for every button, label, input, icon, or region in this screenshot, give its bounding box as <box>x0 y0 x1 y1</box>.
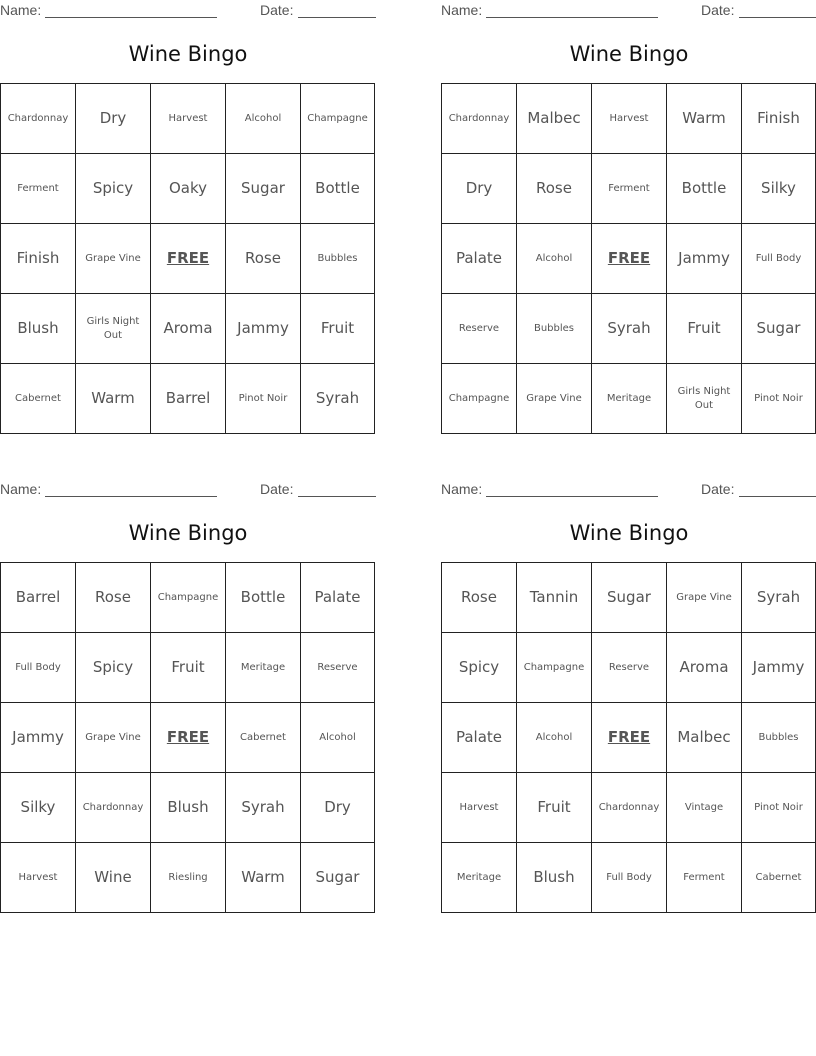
bingo-cell[interactable]: Dry <box>76 84 151 154</box>
bingo-cell[interactable]: Malbec <box>517 84 592 154</box>
bingo-cell[interactable]: Sugar <box>226 154 301 224</box>
bingo-cell[interactable]: Spicy <box>442 633 517 703</box>
bingo-cell[interactable]: Bottle <box>667 154 742 224</box>
free-space-cell[interactable]: FREE <box>592 224 667 294</box>
bingo-cell[interactable]: Cabernet <box>1 364 76 434</box>
bingo-grid <box>441 562 816 913</box>
bingo-card <box>441 0 816 432</box>
name-label: Name: <box>441 481 483 497</box>
bingo-cell[interactable]: Bubbles <box>517 294 592 364</box>
free-space-cell[interactable]: FREE <box>151 703 226 773</box>
bingo-cell[interactable]: Spicy <box>76 633 151 703</box>
bingo-cell[interactable]: Alcohol <box>517 224 592 294</box>
bingo-cell[interactable]: Meritage <box>592 364 667 434</box>
bingo-cell[interactable]: Barrel <box>1 563 76 633</box>
name-label: Name: <box>0 2 42 18</box>
date-blank-line[interactable] <box>298 17 376 18</box>
bingo-cell[interactable]: Malbec <box>667 703 742 773</box>
card-header <box>441 479 816 501</box>
bingo-cell[interactable]: Champagne <box>301 84 375 154</box>
bingo-cell[interactable]: Meritage <box>442 843 517 913</box>
bingo-cell[interactable]: Syrah <box>226 773 301 843</box>
bingo-cell[interactable]: Syrah <box>301 364 375 434</box>
bingo-cell[interactable]: Fruit <box>301 294 375 364</box>
bingo-cell[interactable]: Warm <box>226 843 301 913</box>
bingo-cell[interactable]: Ferment <box>1 154 76 224</box>
bingo-cell[interactable]: Blush <box>151 773 226 843</box>
bingo-cell[interactable]: Chardonnay <box>442 84 517 154</box>
bingo-cell[interactable]: Blush <box>517 843 592 913</box>
bingo-cell[interactable]: Fruit <box>151 633 226 703</box>
bingo-cell[interactable]: Chardonnay <box>76 773 151 843</box>
bingo-cell[interactable]: Meritage <box>226 633 301 703</box>
bingo-cell[interactable]: Barrel <box>151 364 226 434</box>
bingo-cell[interactable]: Harvest <box>1 843 76 913</box>
bingo-cell[interactable]: Silky <box>742 154 816 224</box>
bingo-cell[interactable]: Fruit <box>667 294 742 364</box>
bingo-cell[interactable]: Syrah <box>592 294 667 364</box>
card-title: Wine Bingo <box>128 42 248 66</box>
bingo-grid <box>0 562 375 913</box>
bingo-cell[interactable]: Chardonnay <box>1 84 76 154</box>
bingo-cell[interactable]: Champagne <box>517 633 592 703</box>
bingo-cell[interactable]: Alcohol <box>301 703 375 773</box>
name-label: Name: <box>441 2 483 18</box>
name-blank-line[interactable] <box>45 17 217 18</box>
bingo-cell[interactable]: Palate <box>301 563 375 633</box>
bingo-cell[interactable]: Sugar <box>742 294 816 364</box>
bingo-card <box>441 479 816 911</box>
bingo-cell[interactable]: Rose <box>76 563 151 633</box>
card-header <box>0 0 376 22</box>
name-blank-line[interactable] <box>486 496 658 497</box>
bingo-cell[interactable]: Spicy <box>76 154 151 224</box>
bingo-cell[interactable]: Rose <box>226 224 301 294</box>
bingo-cell[interactable]: Tannin <box>517 563 592 633</box>
bingo-cell[interactable]: Wine <box>76 843 151 913</box>
bingo-cell[interactable]: Rose <box>517 154 592 224</box>
bingo-cell[interactable]: Fruit <box>517 773 592 843</box>
bingo-cell[interactable]: Full Body <box>592 843 667 913</box>
bingo-cell[interactable]: Aroma <box>151 294 226 364</box>
bingo-card <box>0 479 376 911</box>
card-header <box>441 0 816 22</box>
bingo-cell[interactable]: Warm <box>76 364 151 434</box>
free-space-cell[interactable]: FREE <box>151 224 226 294</box>
bingo-cell[interactable]: Champagne <box>442 364 517 434</box>
bingo-grid <box>441 83 816 434</box>
bingo-cell[interactable]: Harvest <box>442 773 517 843</box>
bingo-cell[interactable]: Jammy <box>226 294 301 364</box>
bingo-cell[interactable]: Aroma <box>667 633 742 703</box>
bingo-cell[interactable]: Reserve <box>301 633 375 703</box>
bingo-cell[interactable]: Ferment <box>592 154 667 224</box>
name-label: Name: <box>0 481 42 497</box>
bingo-cell[interactable]: Grape Vine <box>76 703 151 773</box>
bingo-cell[interactable]: Jammy <box>1 703 76 773</box>
bingo-cell[interactable]: Bubbles <box>301 224 375 294</box>
bingo-cell[interactable]: Pinot Noir <box>226 364 301 434</box>
bingo-cell[interactable]: Cabernet <box>742 843 816 913</box>
bingo-cell[interactable]: Bottle <box>301 154 375 224</box>
bingo-cell[interactable]: Dry <box>442 154 517 224</box>
bingo-cell[interactable]: Warm <box>667 84 742 154</box>
bingo-cell[interactable]: Harvest <box>151 84 226 154</box>
date-blank-line[interactable] <box>739 17 816 18</box>
bingo-cell[interactable]: Pinot Noir <box>742 773 816 843</box>
name-blank-line[interactable] <box>486 17 658 18</box>
bingo-cell[interactable]: Finish <box>742 84 816 154</box>
bingo-cell[interactable]: Champagne <box>151 563 226 633</box>
bingo-cell[interactable]: Alcohol <box>517 703 592 773</box>
bingo-cell[interactable]: Syrah <box>742 563 816 633</box>
bingo-cell[interactable]: Cabernet <box>226 703 301 773</box>
bingo-cell[interactable]: Sugar <box>301 843 375 913</box>
date-label: Date: <box>260 2 294 18</box>
bingo-cell[interactable]: Oaky <box>151 154 226 224</box>
bingo-cell[interactable]: Grape Vine <box>667 563 742 633</box>
bingo-cell[interactable]: Girls Night Out <box>76 294 151 364</box>
bingo-cell[interactable]: Blush <box>1 294 76 364</box>
bingo-card <box>0 0 376 432</box>
date-label: Date: <box>701 2 735 18</box>
bingo-cell[interactable]: Pinot Noir <box>742 364 816 434</box>
date-label: Date: <box>701 481 735 497</box>
card-title: Wine Bingo <box>569 42 689 66</box>
bingo-cell[interactable]: Sugar <box>592 563 667 633</box>
bingo-cell[interactable]: Girls Night Out <box>667 364 742 434</box>
bingo-cell[interactable]: Riesling <box>151 843 226 913</box>
bingo-cell[interactable]: Alcohol <box>226 84 301 154</box>
free-space-cell[interactable]: FREE <box>592 703 667 773</box>
date-blank-line[interactable] <box>739 496 816 497</box>
bingo-cell[interactable]: Rose <box>442 563 517 633</box>
bingo-cell[interactable]: Harvest <box>592 84 667 154</box>
bingo-cell[interactable]: Finish <box>1 224 76 294</box>
bingo-cell[interactable]: Bubbles <box>742 703 816 773</box>
date-blank-line[interactable] <box>298 496 376 497</box>
bingo-cell[interactable]: Dry <box>301 773 375 843</box>
bingo-cell[interactable]: Silky <box>1 773 76 843</box>
bingo-cell[interactable]: Jammy <box>742 633 816 703</box>
bingo-cell[interactable]: Grape Vine <box>517 364 592 434</box>
bingo-cell[interactable]: Palate <box>442 224 517 294</box>
bingo-cell[interactable]: Bottle <box>226 563 301 633</box>
date-label: Date: <box>260 481 294 497</box>
bingo-cell[interactable]: Chardonnay <box>592 773 667 843</box>
bingo-cell[interactable]: Reserve <box>442 294 517 364</box>
card-header <box>0 479 376 501</box>
card-title: Wine Bingo <box>128 521 248 545</box>
bingo-cell[interactable]: Ferment <box>667 843 742 913</box>
bingo-cell[interactable]: Vintage <box>667 773 742 843</box>
card-title: Wine Bingo <box>569 521 689 545</box>
bingo-grid <box>0 83 375 434</box>
bingo-cell[interactable]: Palate <box>442 703 517 773</box>
bingo-cell[interactable]: Full Body <box>742 224 816 294</box>
bingo-cell[interactable]: Full Body <box>1 633 76 703</box>
bingo-cell[interactable]: Reserve <box>592 633 667 703</box>
bingo-cell[interactable]: Grape Vine <box>76 224 151 294</box>
bingo-cell[interactable]: Jammy <box>667 224 742 294</box>
name-blank-line[interactable] <box>45 496 217 497</box>
